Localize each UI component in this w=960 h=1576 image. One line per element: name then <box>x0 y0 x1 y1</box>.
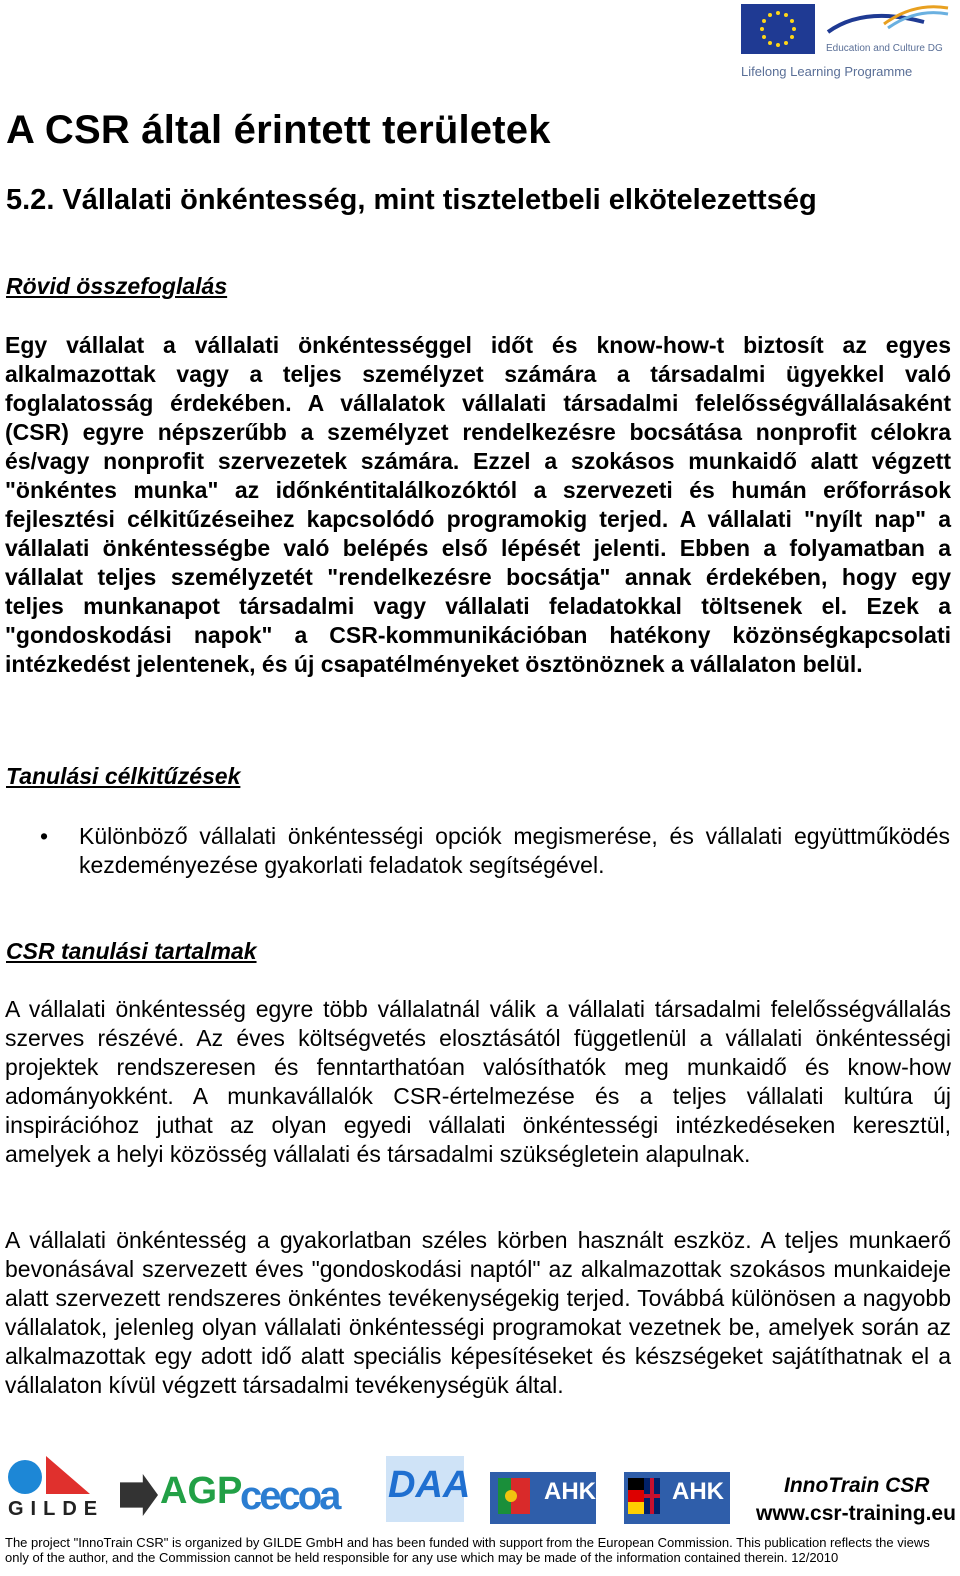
summary-heading: Rövid összefoglalás <box>6 273 228 299</box>
dg-label: Education and Culture DG <box>826 43 943 54</box>
agp-logo: AGP <box>160 1470 243 1512</box>
objective-text: Különböző vállalati önkéntességi opciók megismerése, és vállalati együttműködés kezdeményezése gyakorlati feladatok segítségével. <box>79 823 950 878</box>
agp-arrow-icon <box>120 1474 158 1516</box>
ahk-label-2: AHK <box>672 1478 724 1505</box>
portugal-flag-icon <box>498 1478 530 1514</box>
funding-disclaimer: The project "InnoTrain CSR" is organized by GILDE GmbH and has been funded with support from the European Commission. This publication reflects the views only of the author, and the Commission cannot be held responsible for any use which may be made of the information contained therein. 12/2010 <box>5 1535 930 1565</box>
programme-label: Lifelong Learning Programme <box>741 64 913 79</box>
contents-paragraph-1: A vállalati önkéntesség egyre több vállalatnál válik a vállalati társadalmi felelősségvállalás szerves részévé. Az éves költségvetés elosztásától függetlenül a vállalati önkéntességi projektek rendszeresen és fenntarthatóan valósíthatók meg munkaidő és know-how adományokként. A munkavállalók CSR-értelmezése és a teljes vállalati kultúra új inspirációhoz juthat az olyan egyedi vállalati önkéntességi intézkedéseken keresztül, amelyek a helyi közösség vállalati és társadalmi szükségletein alapulnak. <box>5 996 951 1167</box>
contents-paragraph-2: A vállalati önkéntesség a gyakorlatban széles körben használt eszköz. A teljes munkaerő bevonásával szervezett éves "gondoskodási naptól" az alkalmazottak szokásos munkaideje alatt szervezett rendszeres önkéntes tevékenységekig terjed. Továbbá különösen a nagyobb vállalatok, jelenleg olyan vállalati önkéntességi programokat vezetnek be, amelyek során az alkalmazottak egy adott idő alatt speciális képesítéseket és készségeket sajátíthatnak el a vállalaton kívül végzett társadalmi tevékenységük által. <box>5 1227 951 1398</box>
eu-flag-icon <box>741 4 815 54</box>
daa-logo: DAA <box>388 1464 471 1506</box>
contents-heading: CSR tanulási tartalmak <box>6 938 257 964</box>
page-title: A CSR által érintett területek <box>6 108 551 152</box>
partner-logos: GILDE AGP cecoa DAA AHK AHK InnoTrain CSR www.csr-training.eu <box>0 1452 960 1532</box>
section-subtitle: 5.2. Vállalati önkéntesség, mint tiszteletbeli elkötelezettség <box>6 184 817 216</box>
bullet-icon: • <box>40 823 49 849</box>
objectives-heading: Tanulási célkitűzések <box>6 763 241 789</box>
swoosh-icon <box>824 2 952 42</box>
germany-uk-flag-icon <box>628 1478 660 1514</box>
summary-text: Egy vállalat a vállalati önkéntességgel időt és know-how-t biztosít az egyes alkalmazottak vagy a teljes személyzet számára a társadalmi ügyekkel való foglalatosság érdekében. A vállalatok vállalati társadalmi felelősségvállalásaként (CSR) egyre népszerűbb a személyzet rendelkezésre bocsátása nonprofit célokra és/vagy nonprofit szervezetek számára. Ezzel a szokásos munkaidő alatt végzett "önkéntes munka" az időnkéntitalálkozóktól a szervezeti és humán erőforrások fejlesztési célkitűzéseihez kapcsolódó programokig terjed. A vállalati "nyílt nap" a vállalati önkéntességbe való belépés első lépését jelenti. Ebben a folyamatban a vállalat teljes személyzetét "rendelkezésre bocsátja" annak érdekében, hogy egy teljes munkanapot társadalmi vagy vállalati feladatokkal töltsenek el. Ezek a "gondoskodási napok" a CSR-kommunikációban hatékony közönségkapcsolati intézkedést jelentenek, és új csapatélményeket ösztönöznek a vállalaton belül. <box>5 332 951 677</box>
project-website: www.csr-training.eu <box>756 1502 956 1525</box>
project-name: InnoTrain CSR <box>784 1474 930 1497</box>
cecoa-logo: cecoa <box>240 1474 339 1518</box>
ahk-label-1: AHK <box>544 1478 596 1505</box>
eu-lifelong-learning-logo <box>738 2 954 84</box>
